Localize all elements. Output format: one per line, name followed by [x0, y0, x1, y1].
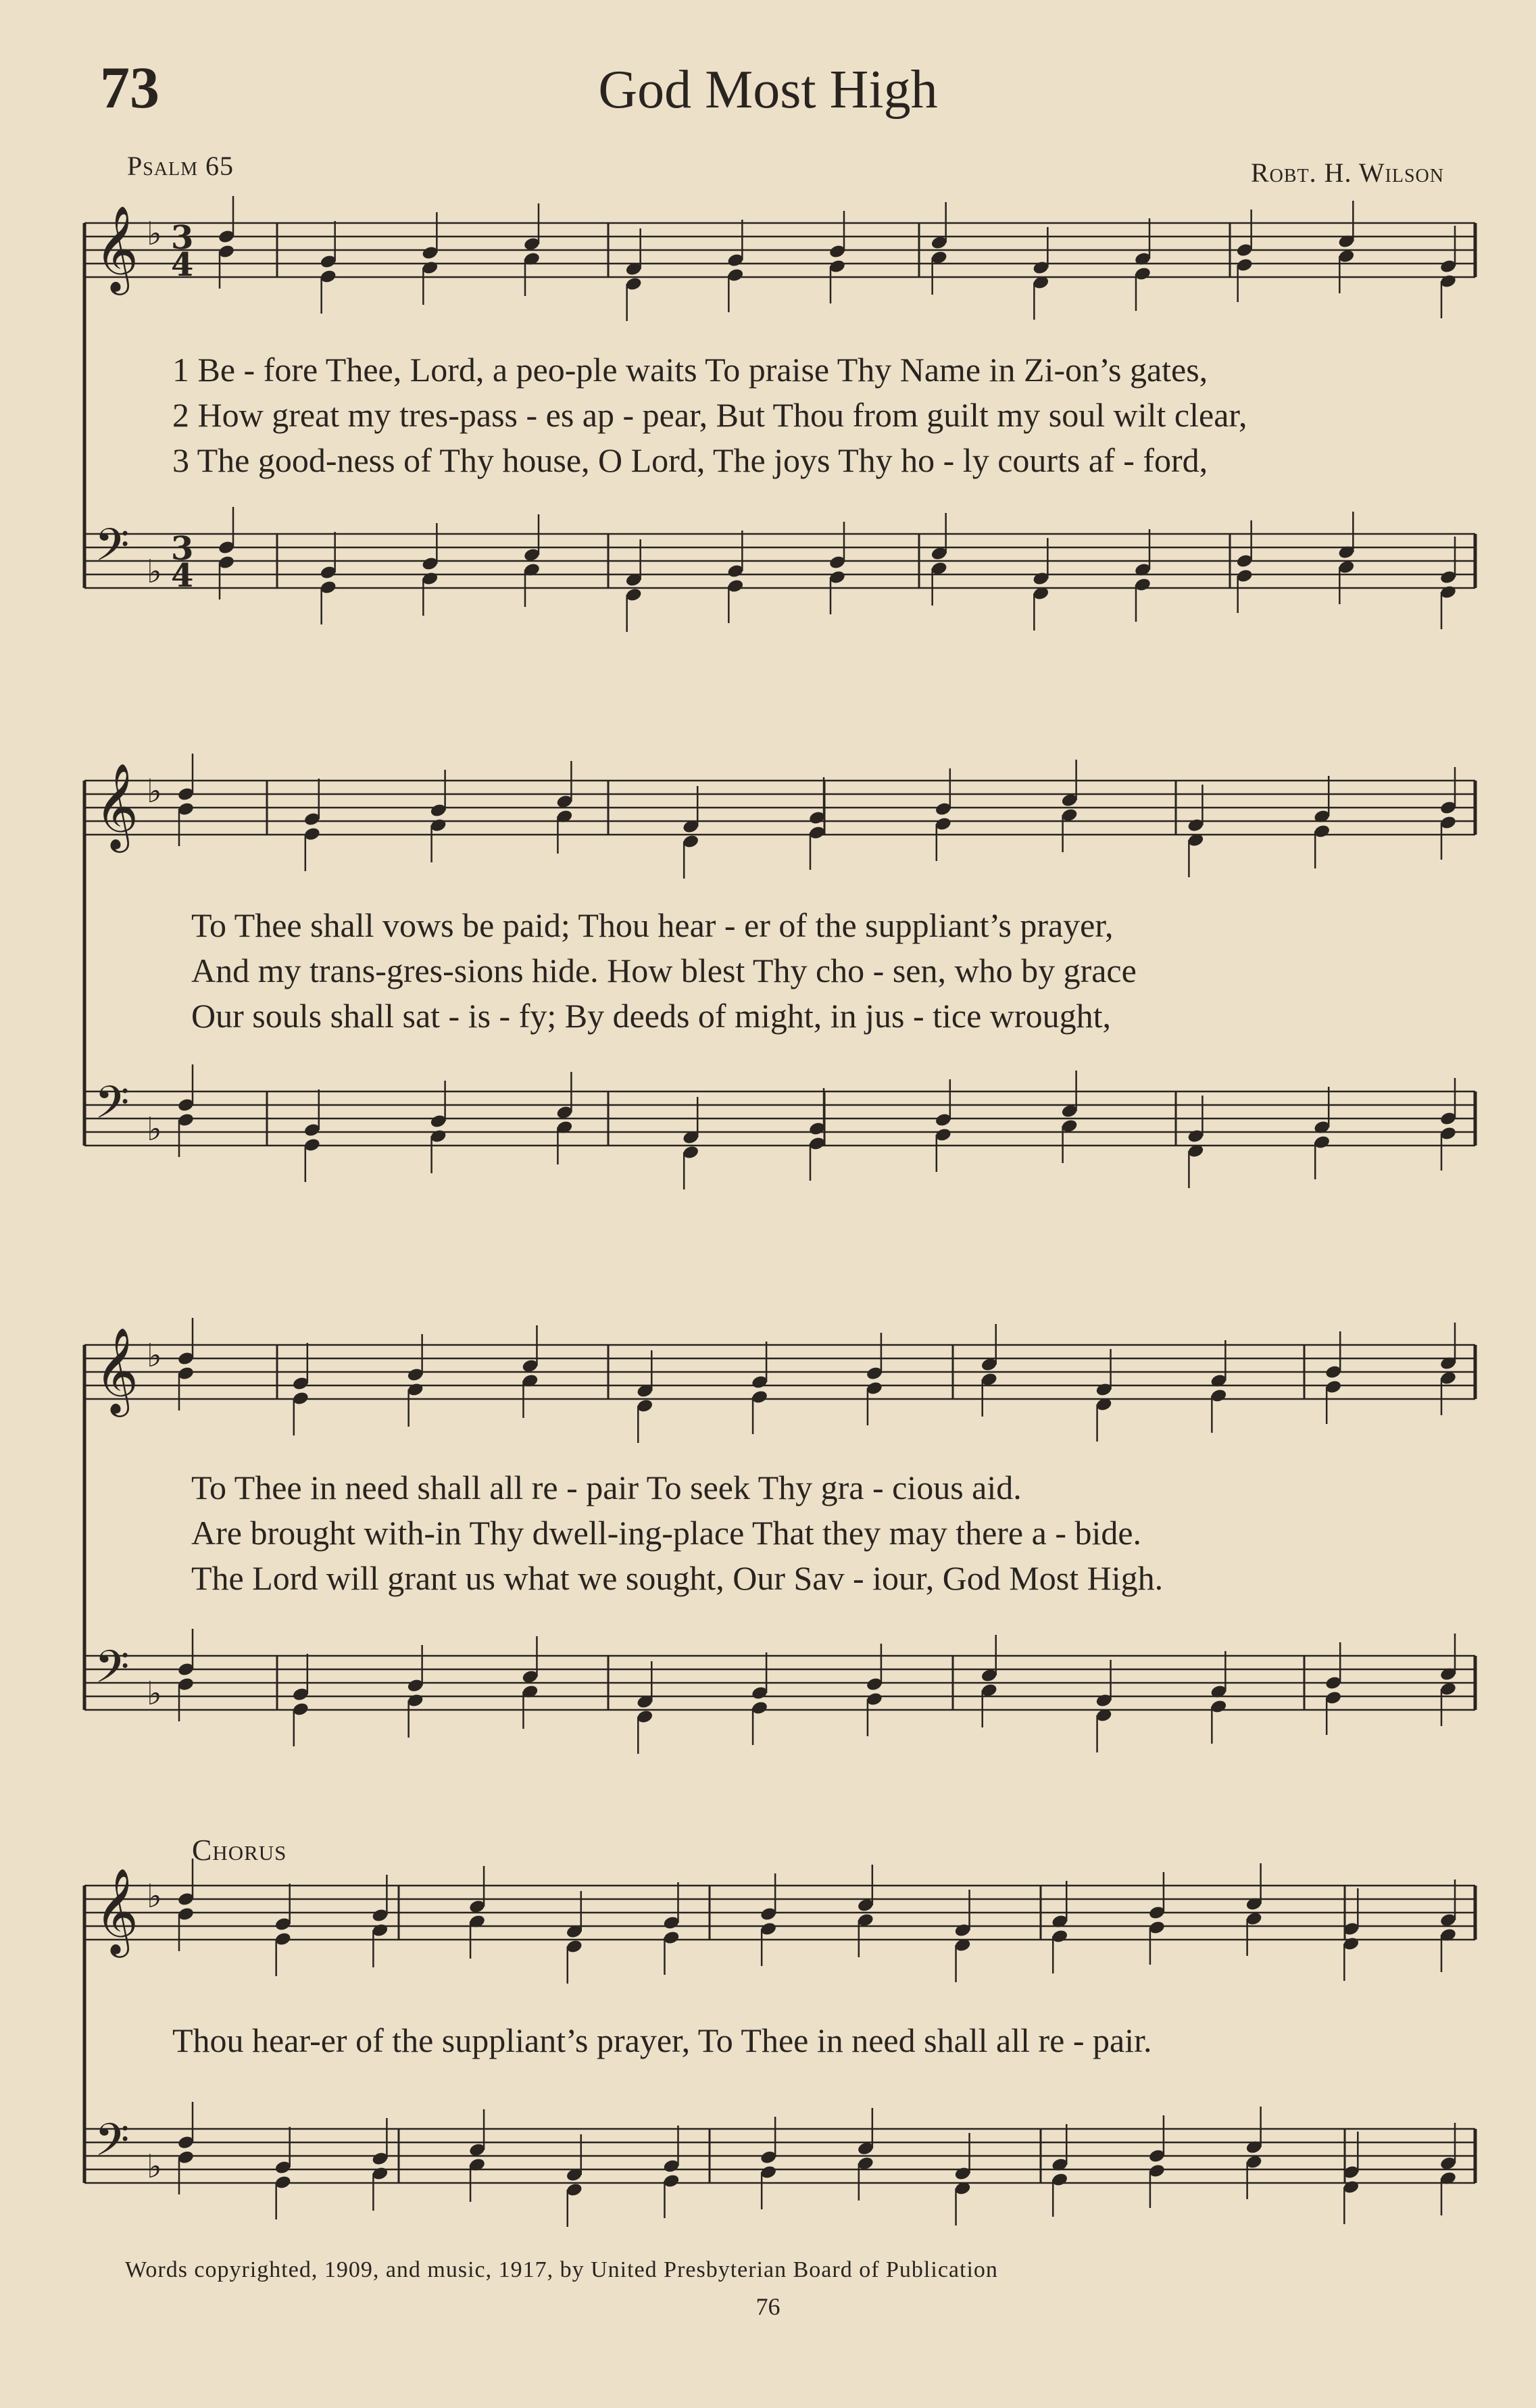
svg-text:♭: ♭	[147, 2148, 162, 2186]
staff-1	[84, 196, 1475, 321]
svg-text:3: 3	[171, 219, 194, 257]
lyric-line-system3-verse3: The Lord will grant us what we sought, Our Sav - iour, God Most High.	[191, 1559, 1164, 1597]
svg-text:𝄞: 𝄞	[95, 762, 139, 849]
svg-text:♭: ♭	[147, 215, 162, 253]
staff-2	[84, 507, 1475, 632]
hymn-title: God Most High	[598, 60, 938, 120]
staff-7	[84, 1859, 1475, 1984]
svg-text:𝄢: 𝄢	[95, 2114, 130, 2177]
svg-text:𝄢: 𝄢	[95, 1077, 130, 1139]
staff-5	[84, 1318, 1475, 1443]
lyric-line-system3-verse2: Are brought with-in Thy dwell-ing-place That they may there a - bide.	[191, 1514, 1142, 1552]
svg-text:♭: ♭	[147, 1337, 162, 1375]
svg-text:♭: ♭	[147, 772, 162, 810]
svg-text:♭: ♭	[147, 1110, 162, 1148]
svg-text:𝄢: 𝄢	[95, 519, 130, 582]
chorus-label: Chorus	[192, 1834, 287, 1867]
lyric-line-system3-verse1: To Thee in need shall all re - pair To seek Thy gra - cious aid.	[191, 1469, 1022, 1506]
lyric-line-system2-verse2: And my trans-gres-sions hide. How blest Thy cho - sen, who by grace	[191, 952, 1137, 989]
lyric-line-system1-verse2: 2 How great my tres-pass - es ap - pear, But Thou from guilt my soul wilt clear,	[172, 396, 1247, 434]
copyright-notice: Words copyrighted, 1909, and music, 1917, by United Presbyterian Board of Publication	[125, 2257, 998, 2282]
staff-3	[84, 754, 1475, 879]
svg-text:𝄞: 𝄞	[95, 205, 139, 291]
text-source: Psalm 65	[127, 151, 234, 181]
svg-text:𝄞: 𝄞	[95, 1867, 139, 1954]
svg-text:♭: ♭	[147, 1877, 162, 1915]
page-number: 76	[755, 2293, 781, 2320]
lyric-line-chorus: Thou hear-er of the suppliant’s prayer, To Thee in need shall all re - pair.	[172, 2021, 1152, 2059]
svg-text:3: 3	[171, 530, 194, 568]
staff-6	[84, 1629, 1475, 1754]
lyric-line-system2-verse3: Our souls shall sat - is - fy; By deeds of might, in jus - tice wrought,	[191, 997, 1111, 1035]
author-credit: Robt. H. Wilson	[1250, 157, 1444, 188]
hymn-number: 73	[100, 55, 159, 121]
svg-text:𝄢: 𝄢	[95, 1641, 130, 1704]
svg-text:𝄞: 𝄞	[95, 1327, 139, 1413]
svg-text:4: 4	[171, 246, 194, 284]
staff-4	[84, 1064, 1475, 1189]
svg-text:4: 4	[171, 557, 194, 595]
svg-text:♭: ♭	[147, 1675, 162, 1713]
lyric-line-system2-verse1: To Thee shall vows be paid; Thou hear - er of the suppliant’s prayer,	[191, 906, 1114, 944]
staff-8	[84, 2102, 1475, 2227]
lyric-line-system1-verse1: 1 Be - fore Thee, Lord, a peo-ple waits To praise Thy Name in Zi-on’s gates,	[172, 351, 1208, 389]
lyric-line-system1-verse3: 3 The good-ness of Thy house, O Lord, The joys Thy ho - ly courts af - ford,	[172, 441, 1208, 479]
svg-text:♭: ♭	[147, 553, 162, 591]
